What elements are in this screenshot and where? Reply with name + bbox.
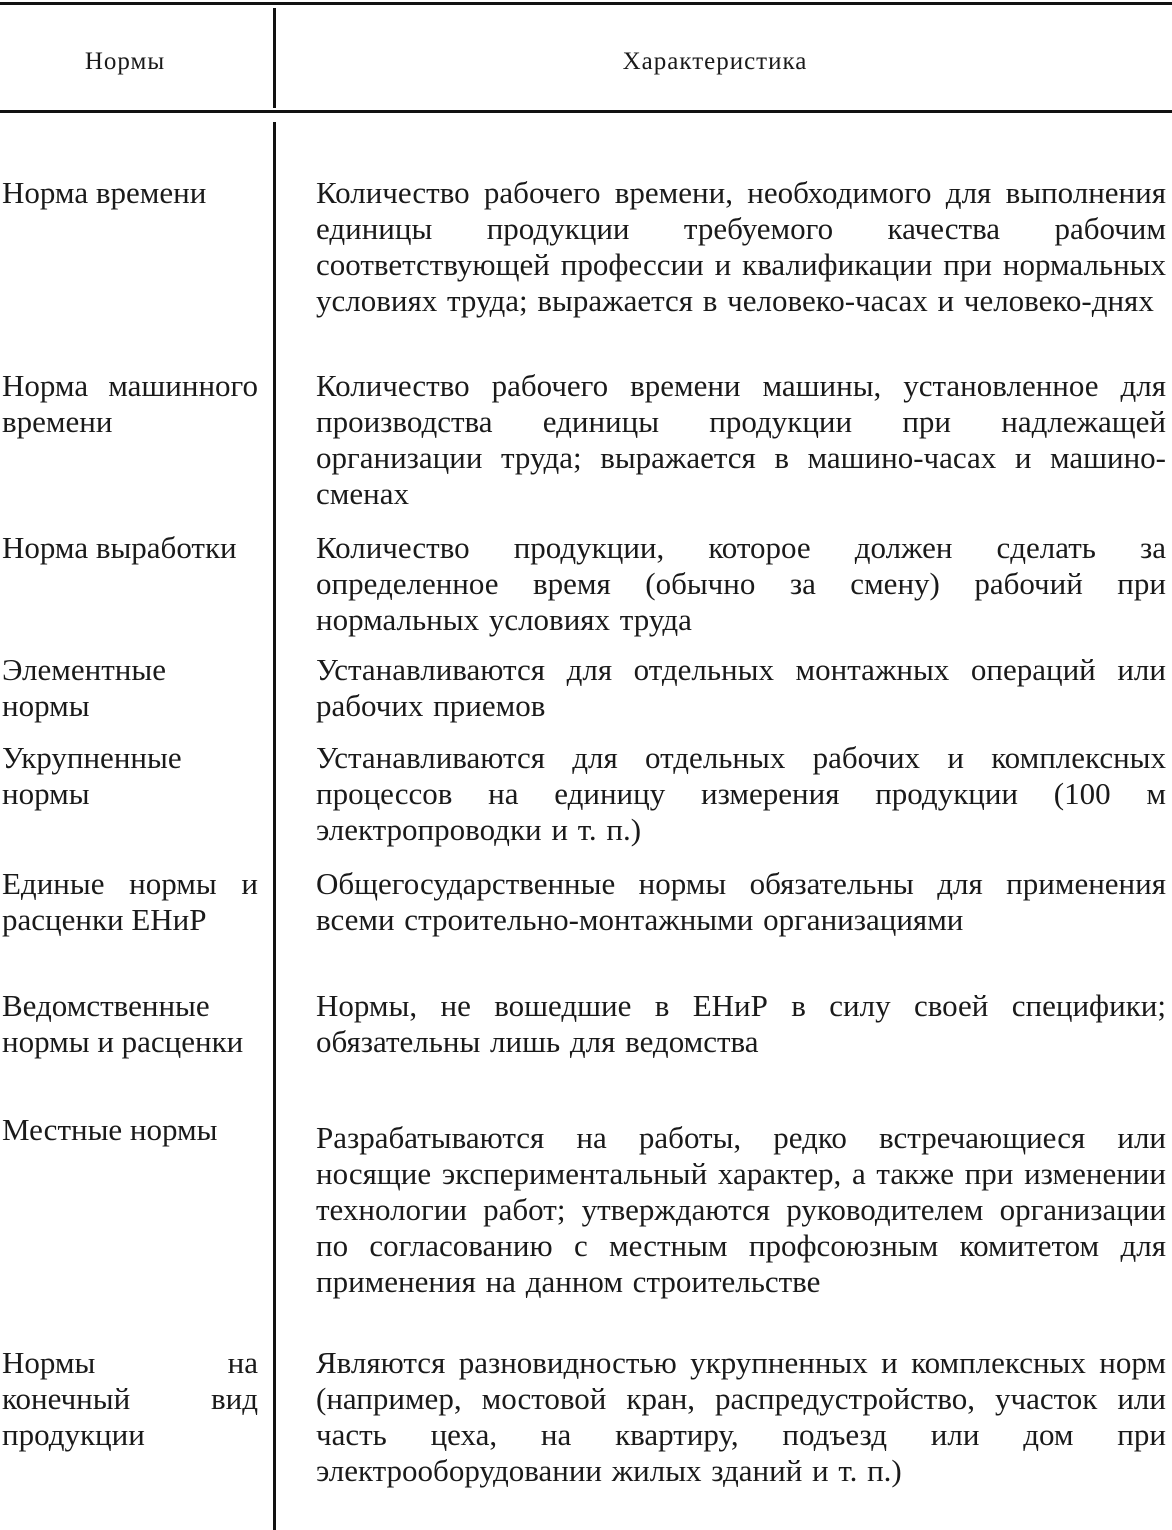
row-term: Норма машинного времени	[2, 368, 258, 439]
row-term: Элементные нормы	[2, 652, 166, 723]
body-column-divider	[273, 122, 276, 1530]
column-header-characteristic: Характеристика	[622, 48, 808, 75]
column-header-norms: Нормы	[84, 48, 166, 75]
row-term: Ведомственные нормы и расценки	[2, 988, 244, 1059]
row-term: Норма времени	[2, 175, 207, 210]
row-term: Нормы на конечный вид продукции	[2, 1345, 258, 1452]
row-description: Общегосударственные нормы обязательны для применения всеми строительно-монтажными организациями	[316, 866, 1166, 937]
row-description: Нормы, не вошедшие в ЕНиР в силу своей специфики; обязательны лишь для ведомства	[316, 988, 1166, 1059]
row-description: Устанавливаются для отдельных монтажных операций или рабочих приемов	[316, 652, 1166, 723]
row-term: Укрупненные нормы	[2, 740, 182, 811]
header-bottom-rule	[0, 110, 1172, 113]
row-term: Местные нормы	[2, 1112, 218, 1147]
row-description: Разрабатываются на работы, редко встречающиеся или носящие экспериментальный характер, а также при изменении технологии работ; утверждаются руководителем организации по согласованию с местным профсоюзным комитетом для применения на данном строительстве	[316, 1120, 1166, 1299]
row-description: Количество рабочего времени машины, установленное для производства единицы продукции при надлежащей организации труда; выражается в машино-часах и машино-сменах	[316, 368, 1166, 511]
row-description: Устанавливаются для отдельных рабочих и комплексных процессов на единицу измерения продукции (100 м электропроводки и т. п.)	[316, 740, 1166, 847]
row-description: Количество рабочего времени, необходимого для выполнения единицы продукции требуемого качества рабочим соответствующей профессии и квалификации при нормальных условиях труда; выражается в человеко-часах и человеко-днях	[316, 175, 1166, 318]
row-description: Количество продукции, которое должен сделать за определенное время (обычно за смену) рабочий при нормальных условиях труда	[316, 530, 1166, 637]
row-term: Единые нормы и расценки ЕНиР	[2, 866, 258, 937]
row-term: Норма выработки	[2, 530, 237, 565]
header-column-divider	[273, 8, 276, 108]
table-top-rule	[0, 2, 1172, 5]
row-description: Являются разновидностью укрупненных и комплексных норм (например, мостовой кран, распредустройство, участок или часть цеха, на квартиру, подъезд или дом при электрооборудовании жилых зданий и т. п.)	[316, 1345, 1166, 1488]
